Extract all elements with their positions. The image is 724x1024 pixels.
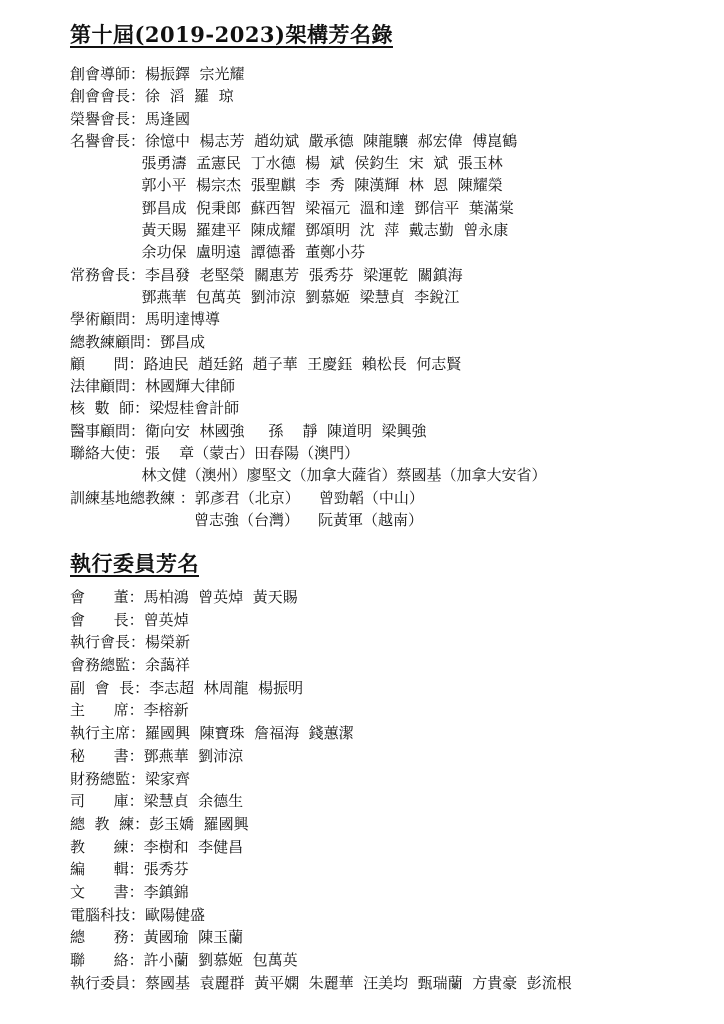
list-line: 執行委員：蔡國基 袁麗群 黃平嫻 朱麗華 汪美均 甄瑞蘭 方貴豪 彭流根 <box>70 973 572 992</box>
list-line: 總 教 練：彭玉嬌 羅國興 <box>70 814 249 833</box>
list-line: 鄧昌成 倪秉郎 蘇西智 梁福元 溫和達 鄧信平 葉滿棠 <box>70 198 514 217</box>
list-line: 編 輯：張秀芬 <box>70 860 189 879</box>
list-line: 秘 書：鄧燕華 劉沛涼 <box>70 746 244 765</box>
list-line: 電腦科技：歐陽健盛 <box>70 905 206 924</box>
list-line: 主 席：李榕新 <box>70 701 189 720</box>
list-line: 司 庫：梁慧貞 余德生 <box>70 792 244 811</box>
list-line: 法律顧問：林國輝大律師 <box>70 377 236 396</box>
structure-list <box>70 63 547 531</box>
list-line: 黃天賜 羅建平 陳成耀 鄧頌明 沈 萍 戴志勤 曾永康 <box>70 221 509 240</box>
list-line: 林文健（澳州）廖堅文（加拿大薩省）蔡國基（加拿大安省） <box>70 466 547 485</box>
list-line: 鄧燕華 包萬英 劉沛涼 劉慕姬 梁慧貞 李銳江 <box>70 287 460 306</box>
list-line: 聯 絡：許小蘭 劉慕姬 包萬英 <box>70 951 298 969</box>
executive-committee-list <box>70 586 572 994</box>
list-line: 核 數 師：梁煜桂會計師 <box>70 399 240 418</box>
list-line: 余功保 盧明遠 譚德番 董鄭小芬 <box>70 243 366 262</box>
list-line: 會 長：曾英焯 <box>70 610 189 629</box>
list-line: 名譽會長：徐憶中 楊志芳 趙幼斌 嚴承德 陳龍驤 郝宏偉 傅崑鶴 <box>70 131 518 150</box>
section-title-executive-committee: 執行委員芳名 <box>70 551 199 576</box>
list-line: 學術顧問：馬明達博導 <box>70 310 221 329</box>
list-line: 執行主席：羅國興 陳寶珠 詹福海 錢蕙潔 <box>70 724 354 743</box>
list-line: 會務總監：余藹祥 <box>70 656 191 675</box>
list-line: 創會導師：楊振鐸 宗光耀 <box>70 65 245 83</box>
list-line: 會 董：馬柏鴻 曾英焯 黃天賜 <box>70 588 298 606</box>
list-line: 文 書：李鎮錦 <box>70 882 189 901</box>
list-line: 總 務：黃國瑜 陳玉蘭 <box>70 928 244 947</box>
list-line: 創會會長：徐 滔 羅 琼 <box>70 87 234 106</box>
list-line: 總教練顧問：鄧昌成 <box>70 332 206 351</box>
list-line: 常務會長：李昌發 老堅榮 關惠芳 張秀芬 梁運乾 關鎮海 <box>70 265 463 284</box>
list-line: 曾志強（台灣） 阮黃軍（越南） <box>70 510 424 529</box>
list-line: 郭小平 楊宗杰 張聖麒 李 秀 陳漢輝 林 恩 陳耀榮 <box>70 176 503 195</box>
list-line: 訓練基地總教練 ：郭彥君（北京） 曾勁韜（中山） <box>70 488 424 507</box>
list-line: 財務總監：梁家齊 <box>70 769 191 788</box>
section-title-structure: 第十屆(2019-2023)架構芳名錄 <box>70 22 393 47</box>
list-line: 榮譽會長：馬逢國 <box>70 109 191 128</box>
list-line: 教 練：李樹和 李健昌 <box>70 837 244 856</box>
list-line: 顧 問：路迪民 趙廷銘 趙子華 王慶鈺 賴松長 何志賢 <box>70 354 462 373</box>
list-line: 醫事顧問：衛向安 林國強 孫 靜 陳道明 梁興強 <box>70 421 427 440</box>
list-line: 聯絡大使：張 章（蒙古）田春陽（澳門） <box>70 444 360 463</box>
list-line: 執行會長：楊榮新 <box>70 633 191 652</box>
list-line: 副 會 長：李志超 林周龍 楊振明 <box>70 678 304 697</box>
list-line: 張勇濤 孟憲民 丁水德 楊 斌 侯鈞生 宋 斌 張玉林 <box>70 154 503 173</box>
